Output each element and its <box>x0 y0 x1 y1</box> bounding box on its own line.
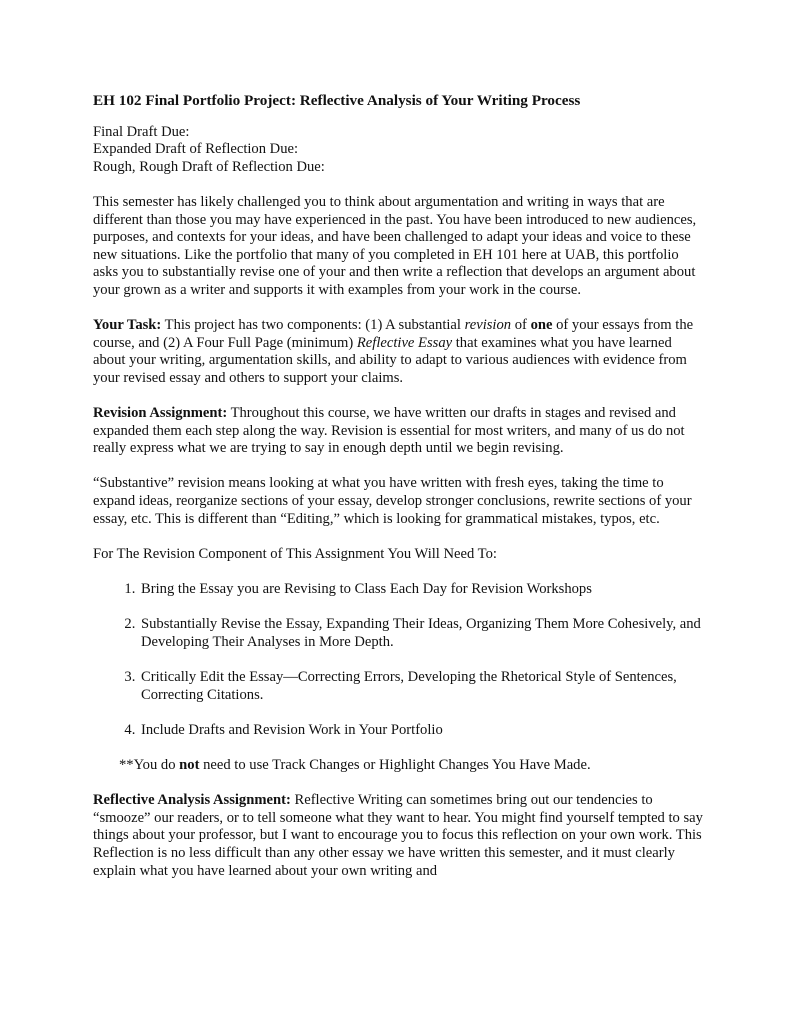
substantive-paragraph: “Substantive” revision means looking at what you have written with fresh eyes, taking the time to expand ideas, reorganize sections of your essay, develop stronger conclusions, rewrite sections of your essay, etc. This is different than “Editing,” which is looking for grammatical mistakes, typos, etc. <box>93 475 692 527</box>
task-text-1: This project has two components: (1) A substantial <box>161 317 465 334</box>
due-final-draft: Final Draft Due: <box>93 123 190 140</box>
list-item: 3. Critically Edit the Essay—Correcting Errors, Developing the Rhetorical Style of Sentences, Correcting Citations. <box>139 669 705 704</box>
task-text-4: that examines what you have learned about your writing, argumentation skills, and ability to adapt to various audiences with evidence from your revised essay and others to support your claims. <box>93 334 687 386</box>
reflective-assignment-text: Reflective Writing can sometimes bring out our tendencies to “smooze” our readers, or to tell someone what they want to hear. You might find yourself tempted to say things about your professor, but I want to encourage you to focus this reflection on your own work. This Reflection is no less difficult than any other essay we have written this semester, and it must clearly explain what you have learned about your own writing and <box>93 792 703 879</box>
list-item: 1. Bring the Essay you are Revising to Class Each Day for Revision Workshops <box>139 581 705 599</box>
task-one: one <box>530 317 553 334</box>
document-title: EH 102 Final Portfolio Project: Reflective Analysis of Your Writing Process <box>93 92 581 109</box>
due-expanded-draft: Expanded Draft of Reflection Due: <box>93 141 299 158</box>
task-text-2: of <box>511 317 531 334</box>
due-dates <box>93 124 705 177</box>
track-changes-note <box>119 757 705 775</box>
revision-assignment-text: Throughout this course, we have written our drafts in stages and revised and expanded them each step along the way. Revision is essential for most writers, and many of us do not really express what we are trying to say in enough depth until we begin revising. <box>93 405 685 457</box>
note-prefix: **You do <box>119 756 180 773</box>
task-text-3: of your essays from the course, and (2) A Four Full Page (minimum) <box>93 317 694 351</box>
intro-paragraph: This semester has likely challenged you to think about argumentation and writing in ways that are different than those you may have experienced in the past. You have been introduced to new audiences, purposes, and contexts for your ideas, and have been challenged to adapt your ideas and voice to these new situations. Like the portfolio that many of you completed in EH 101 here at UAB, this portfolio asks you to substantially revise one of your and then write a reflection that develops an argument about your grown as a writer and supports it with examples from your work in the course. <box>93 193 697 298</box>
task-heading: Your Task: <box>93 317 162 334</box>
task-revision: revision <box>464 317 512 334</box>
revision-assignment-paragraph <box>93 405 705 458</box>
reflective-assignment-paragraph <box>93 792 705 880</box>
revision-requirements-list <box>93 581 705 739</box>
list-item: 4. Include Drafts and Revision Work in Your Portfolio <box>139 722 705 740</box>
task-reflective-essay: Reflective Essay <box>356 334 453 351</box>
due-rough-draft: Rough, Rough Draft of Reflection Due: <box>93 158 325 175</box>
task-paragraph <box>93 317 705 387</box>
list-item: 2. Substantially Revise the Essay, Expanding Their Ideas, Organizing Them More Cohesively, and Developing Their Analyses in More Depth. <box>139 616 705 651</box>
revision-assignment-heading: Revision Assignment: <box>93 405 228 422</box>
reflective-assignment-heading: Reflective Analysis Assignment: <box>93 792 291 809</box>
document-page <box>93 92 705 880</box>
list-intro: For The Revision Component of This Assignment You Will Need To: <box>93 545 497 562</box>
note-suffix: need to use Track Changes or Highlight Changes You Have Made. <box>199 756 591 773</box>
note-not: not <box>179 756 200 773</box>
